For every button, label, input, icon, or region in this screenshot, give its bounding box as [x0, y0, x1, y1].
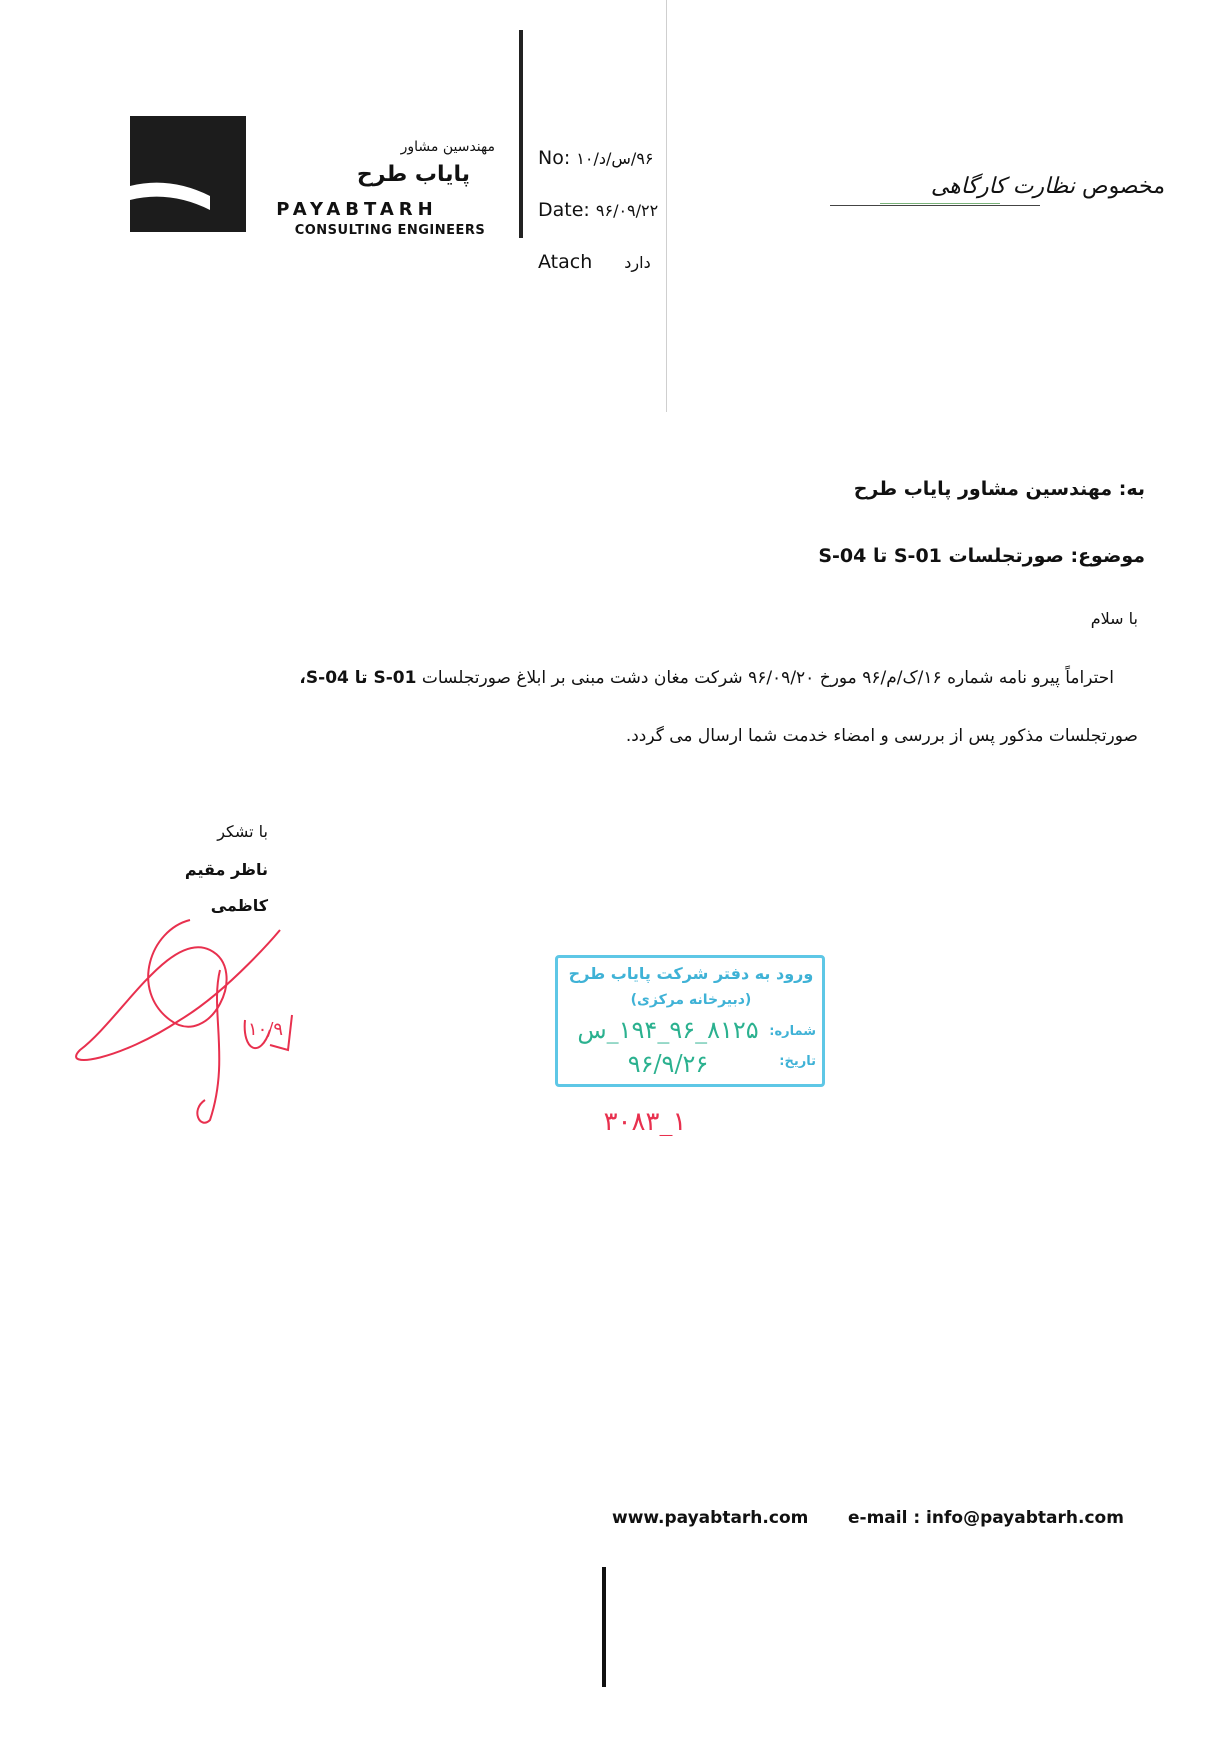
letter-subject: موضوع: صورتجلسات S-01 تا S-04 — [818, 545, 1145, 567]
footer-divider — [602, 1567, 606, 1687]
letter-paragraph-2: صورتجلسات مذکور پس از بررسی و امضاء خدمت شما ارسال می گردد. — [625, 726, 1138, 746]
ref-number-value: ۹۶/س/د/۱۰ — [576, 149, 654, 168]
letter-paragraph-1 — [200, 668, 1114, 688]
ref-date-value: ۹۶/۰۹/۲۲ — [595, 201, 659, 220]
letter-recipient: به: مهندسین مشاور پایاب طرح — [853, 478, 1145, 500]
logo-swoosh-icon — [130, 116, 246, 232]
company-name-fa-small: مهندسین مشاور — [400, 139, 495, 155]
signature-mark — [60, 910, 300, 1135]
company-name-fa: پایاب طرح — [356, 162, 470, 187]
ref-attach-row — [538, 251, 651, 273]
signature-note: ۱۰/۹ — [248, 1019, 284, 1040]
ref-date-row — [538, 199, 658, 221]
signer-title: ناظر مقیم — [184, 860, 268, 879]
stamp-number-label: شماره: — [769, 1024, 816, 1039]
classification-handwritten: نظارت کارگاهی — [930, 174, 1075, 199]
footer-website[interactable]: www.payabtarh.com — [612, 1508, 809, 1528]
footer-email[interactable]: e-mail : info@payabtarh.com — [848, 1508, 1124, 1528]
scan-line — [666, 0, 667, 412]
stamp-subtitle: (دبیرخانه مرکزی) — [630, 992, 752, 1008]
header-divider — [519, 30, 523, 238]
classification-text — [830, 174, 1165, 199]
classification-prefix: مخصوص — [1081, 174, 1165, 199]
letter-closing: با تشکر — [217, 822, 268, 841]
company-name-en: PAYABTARH — [276, 199, 438, 220]
paragraph-1-text: احتراماً پیرو نامه شماره ۱۶/ک/م/۹۶ مورخ ۹۶/۰۹/۲۰ شرکت مغان دشت مبنی بر ابلاغ صورتجلسات — [421, 668, 1114, 688]
company-subtitle-en: CONSULTING ENGINEERS — [294, 223, 486, 238]
classification-underline-green — [880, 203, 1000, 204]
ref-attach-value: دارد — [624, 253, 651, 272]
stamp-date-value: ۹۶/۹/۲۶ — [627, 1050, 709, 1078]
company-logo — [130, 116, 246, 232]
stamp-title: ورود به دفتر شرکت پایاب طرح — [568, 964, 814, 983]
classification-underline — [830, 205, 1040, 206]
stamp-number-value: ۸۱۲۵_۹۶_۱۹۴_س — [577, 1016, 759, 1044]
paragraph-1-ref: S-01 تا S-04، — [299, 668, 417, 688]
stamp-date-label: تاریخ: — [779, 1054, 816, 1069]
ref-attach-label: Atach — [538, 251, 593, 273]
ref-date-label: Date: — [538, 199, 590, 221]
ref-number-row — [538, 147, 654, 169]
receipt-stamp — [555, 955, 825, 1087]
ref-number-label: No: — [538, 147, 571, 169]
letter-greeting: با سلام — [1090, 609, 1138, 628]
signer-name: کاظمی — [210, 896, 268, 915]
red-handwritten-note: ۳۰۸۳_۱ — [603, 1107, 687, 1137]
